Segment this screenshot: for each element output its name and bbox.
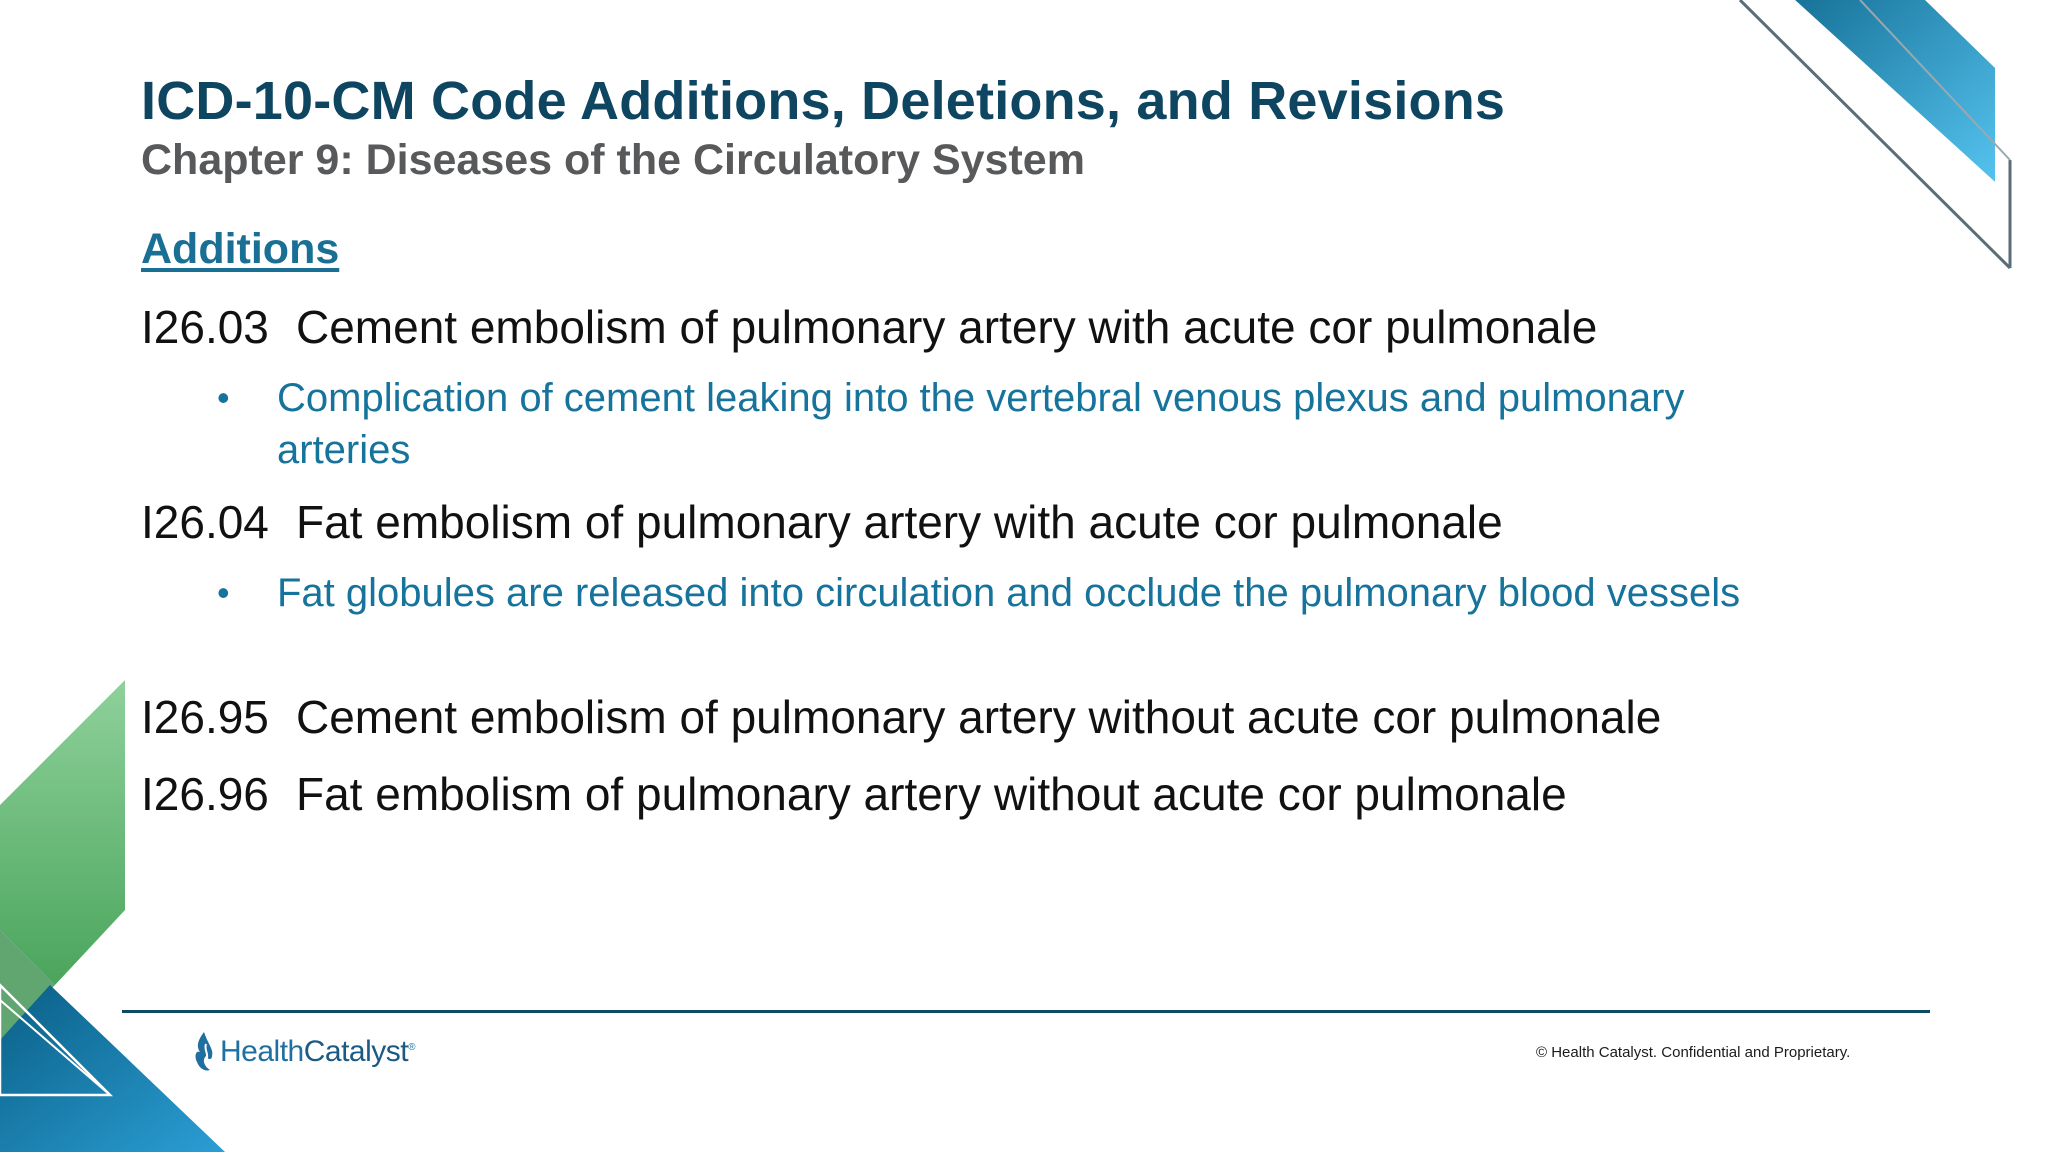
- health-catalyst-flame-icon: [190, 1030, 216, 1074]
- logo-wordmark: [220, 1035, 415, 1069]
- footer-divider: [122, 1010, 1930, 1013]
- slide-subtitle: Chapter 9: Diseases of the Circulatory System: [141, 136, 1085, 184]
- note-text: Complication of cement leaking into the vertebral venous plexus and pulmonary arteries: [277, 376, 1685, 472]
- registered-mark: ®: [408, 1042, 415, 1053]
- code-number: I26.95: [141, 691, 269, 743]
- code-entry: [141, 767, 1567, 821]
- section-heading-additions: Additions: [141, 225, 340, 273]
- code-number: I26.96: [141, 768, 269, 820]
- copyright-notice: © Health Catalyst. Confidential and Proprietary.: [1536, 1044, 1851, 1061]
- logo-word-catalyst: Catalyst: [303, 1035, 409, 1068]
- note-text: Fat globules are released into circulation and occlude the pulmonary blood vessels: [277, 571, 1741, 615]
- slide-title: ICD-10-CM Code Additions, Deletions, and Revisions: [141, 71, 1506, 131]
- bullet-icon: •: [217, 572, 230, 613]
- code-description: Cement embolism of pulmonary artery without acute cor pulmonale: [296, 691, 1662, 743]
- code-entry: [141, 495, 1503, 549]
- top-right-decoration: [1740, 0, 2010, 268]
- bullet-icon: •: [217, 377, 230, 418]
- health-catalyst-logo: [190, 1030, 415, 1074]
- code-description: Cement embolism of pulmonary artery with acute cor pulmonale: [296, 301, 1598, 353]
- code-description: Fat embolism of pulmonary artery without acute cor pulmonale: [296, 768, 1567, 820]
- left-green-decoration: [0, 680, 125, 1040]
- code-entry: [141, 690, 1661, 744]
- code-description: Fat embolism of pulmonary artery with acute cor pulmonale: [296, 496, 1503, 548]
- code-number: I26.04: [141, 496, 269, 548]
- code-number: I26.03: [141, 301, 269, 353]
- logo-word-health: Health: [220, 1035, 304, 1068]
- code-entry: [141, 300, 1597, 354]
